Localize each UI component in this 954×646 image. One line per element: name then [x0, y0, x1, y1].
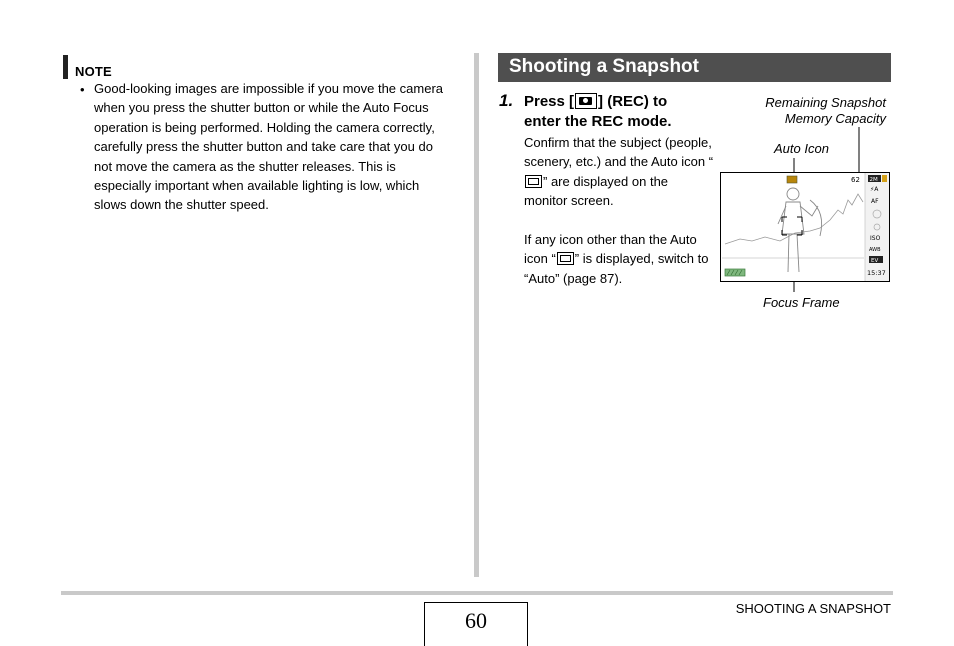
- label-auto-icon: Auto Icon: [774, 141, 829, 156]
- monitor-af: AF: [871, 198, 879, 205]
- p1-after: ” are displayed on the monitor screen.: [524, 173, 669, 209]
- note-heading: NOTE: [75, 64, 112, 79]
- label-remaining-line1: Remaining Snapshot: [765, 95, 886, 110]
- monitor-iso: ISO: [870, 235, 881, 242]
- monitor-flash: ⚡A: [870, 186, 879, 193]
- auto-mode-icon: [557, 252, 574, 265]
- label-focus-frame: Focus Frame: [763, 295, 840, 310]
- monitor-time: 15:37: [867, 269, 886, 277]
- page-number: 60: [465, 608, 487, 633]
- camera-icon: [575, 93, 597, 109]
- step-title-prefix: Press [: [524, 93, 575, 110]
- p1-before: Confirm that the subject (people, scenery, etc.) and the Auto icon “: [524, 135, 714, 170]
- section-title: Shooting a Snapshot: [509, 56, 699, 77]
- monitor-auto-icon: [787, 176, 797, 183]
- monitor-illustration: [720, 172, 890, 282]
- note-bullet: •: [80, 82, 85, 97]
- footer-chapter-title: SHOOTING A SNAPSHOT: [735, 601, 891, 616]
- label-remaining-line2: Memory Capacity: [784, 111, 886, 126]
- monitor-ev: EV: [871, 258, 879, 264]
- monitor-remaining-count: 62: [851, 176, 860, 184]
- step-paragraph-1: [524, 133, 714, 211]
- step-paragraph-2: [524, 230, 714, 288]
- footer-rule: [61, 591, 893, 595]
- auto-mode-icon: [525, 175, 542, 188]
- note-marker-bar: [63, 55, 68, 79]
- step-number: 1.: [499, 91, 514, 110]
- step-title: [524, 92, 672, 132]
- p2-before: If any icon other than the Auto icon “: [524, 232, 697, 267]
- step-title-line2: enter the REC mode.: [524, 113, 672, 130]
- step-title-suffix: ] (REC) to: [598, 93, 668, 110]
- note-text: Good-looking images are impossible if you move the camera when you press the shutter button or while the Auto Focus operation is being performed. Holding the camera correctly, carefully press the shutter button and take care that you do not move the camera as the shutter releases. This is especially important when available lighting is low, which slows down the shutter speed.: [94, 81, 444, 213]
- monitor-awb: AWB: [869, 247, 881, 253]
- p2-after: ” is displayed, switch to “Auto” (page 87).: [524, 251, 709, 286]
- column-divider: [474, 53, 479, 577]
- monitor-size: 2M: [869, 177, 878, 183]
